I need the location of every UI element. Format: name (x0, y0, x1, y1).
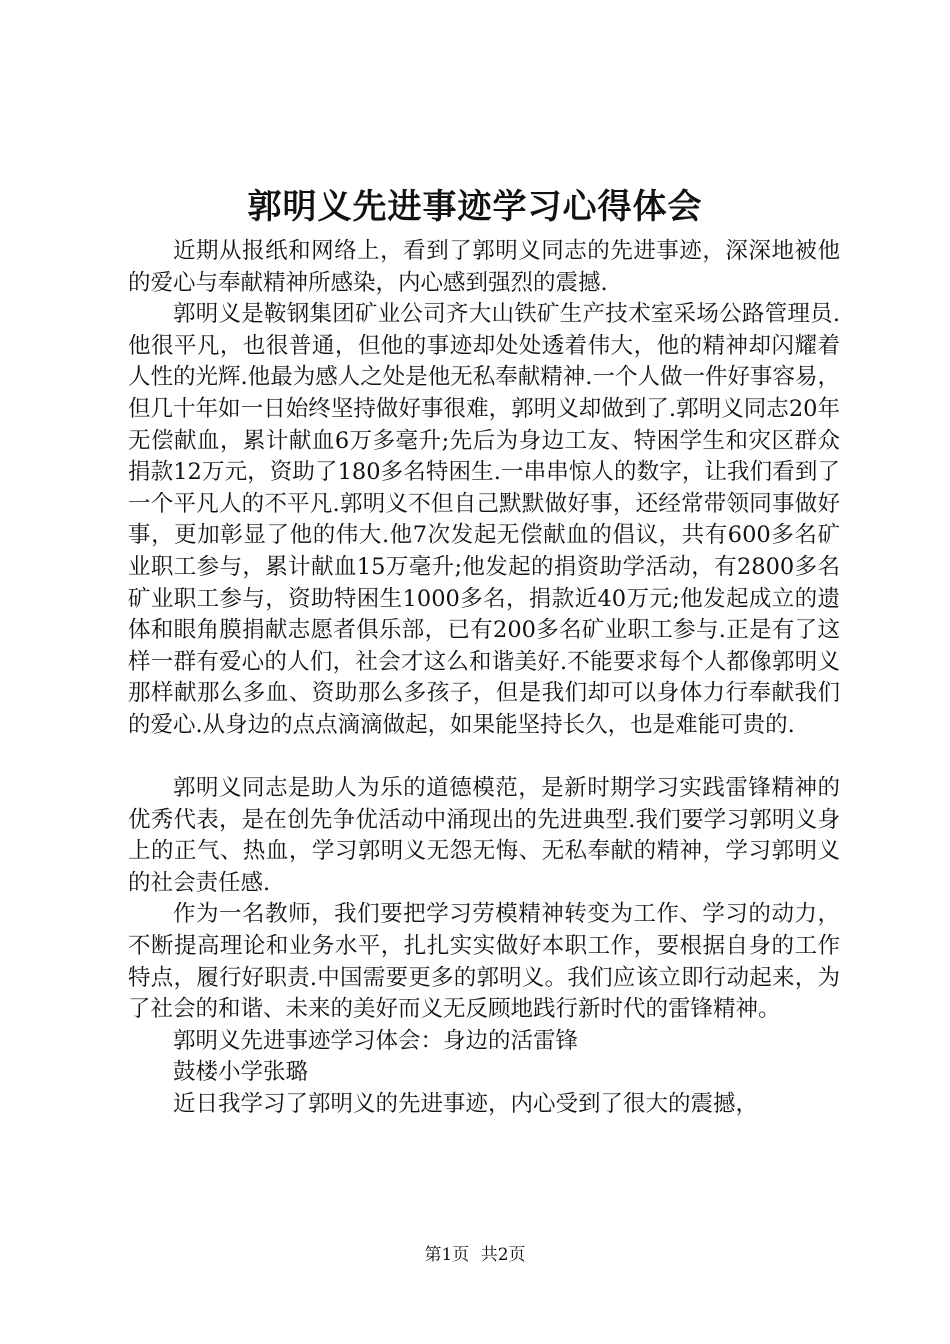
document-body (128, 236, 840, 1121)
paragraph-deeds: 郭明义是鞍钢集团矿业公司齐大山铁矿生产技术室采场公路管理员.他很平凡，也很普通，但他的事迹却处处透着伟大，他的精神却闪耀着人性的光辉.他最为感人之处是他无私奉献精神.一个人做一件好事容易，但几十年如一日始终坚持做好事很难，郭明义却做到了.郭明义同志20年无偿献血，累计献血6万多毫升;先后为身边工友、特困学生和灾区群众捐款12万元，资助了180多名特困生.一串串惊人的数字，让我们看到了一个平凡人的不平凡.郭明义不但自己默默做好事，还经常带领同事做好事，更加彰显了他的伟大.他7次发起无偿献血的倡议，共有600多名矿业职工参与，累计献血15万毫升;他发起的捐资助学活动，有2800多名矿业职工参与，资助特困生1000多名，捐款近40万元;他发起成立的遗体和眼角膜捐献志愿者俱乐部，已有200多名矿业职工参与.正是有了这样一群有爱心的人们，社会才这么和谐美好.不能要求每个人都像郭明义那样献那么多血、资助那么多孩子，但是我们却可以身体力行奉献我们的爱心.从身边的点点滴滴做起，如果能坚持长久，也是难能可贵的. (128, 301, 840, 738)
author-line: 鼓楼小学张璐 (173, 1059, 309, 1086)
paragraph-second-start: 近日我学习了郭明义的先进事迹，内心受到了很大的震撼， (173, 1091, 759, 1118)
paragraph-model: 郭明义同志是助人为乐的道德模范，是新时期学习实践雷锋精神的优秀代表，是在创先争优活动中涌现出的先进典型.我们要学习郭明义身上的正气、热血，学习郭明义无怨无悔、无私奉献的精神，学习郭明义的社会责任感. (128, 775, 840, 896)
document-title: 郭明义先进事迹学习心得体会 (247, 187, 703, 227)
page-number: 第1页 (424, 1245, 470, 1265)
page-footer (0, 1243, 950, 1267)
page-total: 共2页 (480, 1245, 526, 1265)
section-heading: 郭明义先进事迹学习体会：身边的活雷锋 (173, 1027, 579, 1054)
paragraph-teacher: 作为一名教师，我们要把学习劳模精神转变为工作、学习的动力，不断提高理论和业务水平，扎扎实实做好本职工作，要根据自身的工作特点，履行好职责.中国需要更多的郭明义。我们应该立即行动起来，为了社会的和谐、未来的美好而义无反顾地践行新时代的雷锋精神。 (128, 901, 840, 1023)
paragraph-intro: 近期从报纸和网络上，看到了郭明义同志的先进事迹，深深地被他的爱心与奉献精神所感染，内心感到强烈的震撼. (128, 238, 840, 296)
